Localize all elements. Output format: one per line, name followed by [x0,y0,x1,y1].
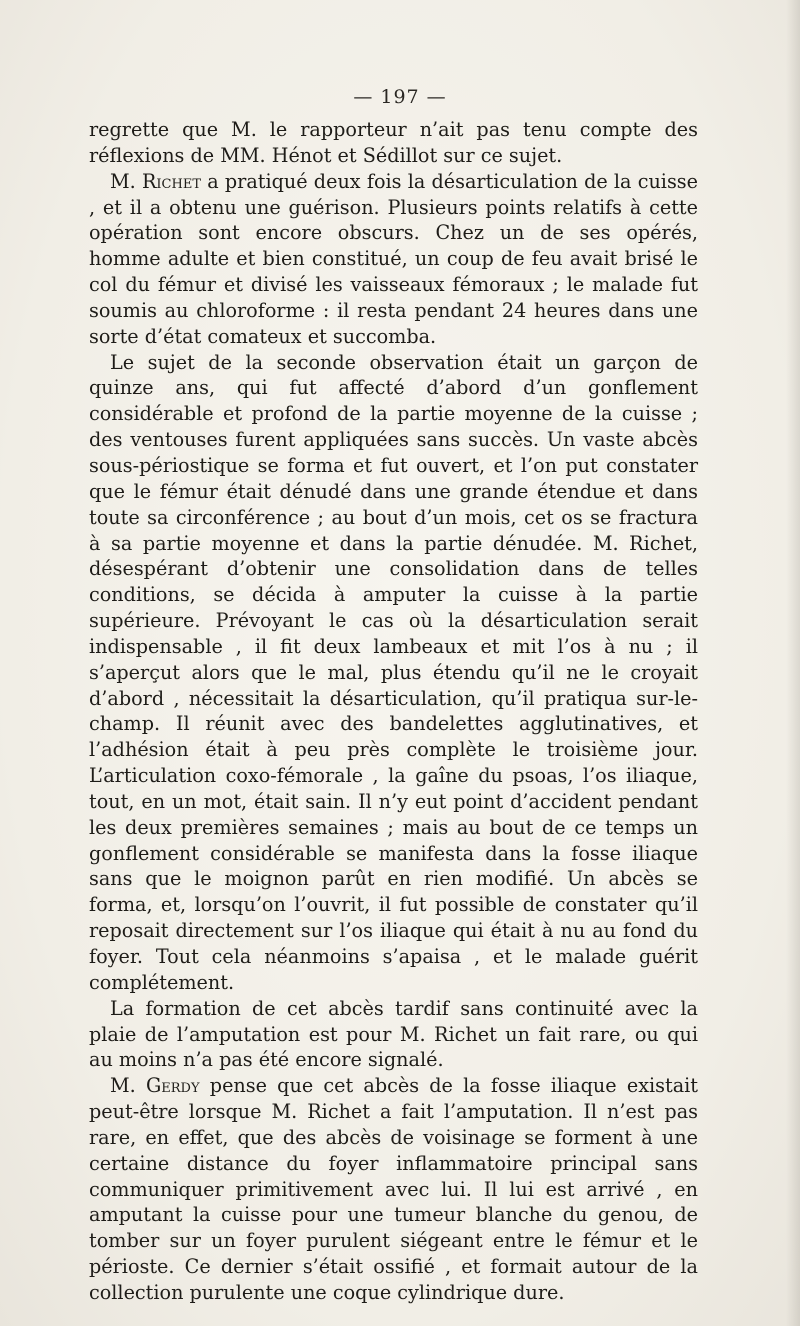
paragraph-richet-intro [89,169,698,350]
author-name-richet: Richet [141,169,201,193]
paragraph-abscess-formation [89,996,698,1074]
paragraph-gerdy [89,1073,698,1306]
paragraph-text: La formation de cet abcès tardif sans continuité avec la plaie de l’amputation est pour M. Richet un fait rare, ou qui au moins n’a pas été encore signalé. [89,996,698,1072]
paragraph-text: M. [110,1074,146,1098]
page-number: — 197 — [353,86,447,108]
page-edge-shadow [786,0,800,1326]
author-name-gerdy: Gerdy [145,1074,200,1098]
paragraph-continuation [89,117,698,169]
paragraph-text: regrette que M. le rapporteur n’ait pas tenu compte des réflexions de MM. Hénot et Sédillot sur ce sujet. [89,118,698,167]
paragraph-second-observation [89,350,698,996]
paragraph-text: M. [110,169,142,193]
page-body-text [89,117,698,1306]
paragraph-text: a pratiqué deux fois la désarticulation de la cuisse , et il a obtenu une guérison. Plusieurs points relatifs à cette opération sont encore obscurs. Chez un de ses opérés, homme adulte et bien constitué, un coup de feu avait brisé le col du fémur et divisé les vaisseaux fémoraux ; le malade fut soumis au chloroforme : il resta pendant 24 heures dans une sorte d’état comateux et succomba. [89,169,698,348]
paragraph-text: pense que cet abcès de la fosse iliaque existait peut-être lorsque M. Richet a fait l’amputation. Il n’est pas rare, en effet, que des abcès de voisinage se forment à une certaine distance du foyer inflammatoire principal sans communiquer primitivement avec lui. Il lui est arrivé , en amputant la cuisse pour une tumeur blanche du genou, de tomber sur un foyer purulent siégeant entre le fémur et le périoste. Ce dernier s’était ossifié , et formait autour de la collection purulente une coque cylindrique dure. [89,1074,698,1304]
paragraph-text: Le sujet de la seconde observation était un garçon de quinze ans, qui fut affecté d’abord d’un gonflement considérable et profond de la partie moyenne de la cuisse ; des ventouses furent appliquées sans succès. Un vaste abcès sous-périostique se forma et fut ouvert, et l’on put constater que le fémur était dénudé dans une grande étendue et dans toute sa circonférence ; au bout d’un mois, cet os se fractura à sa partie moyenne et dans la partie dénudée. M. Richet, désespérant d’obtenir une consolidation dans de telles conditions, se décida à amputer la cuisse à la partie supérieure. Prévoyant le cas où la désarticulation serait indispensable , il fit deux lambeaux et mit l’os à nu ; il s’aperçut alors que le mal, plus étendu qu’il ne le croyait d’abord , nécessitait la désarticulation, qu’il pratiqua sur-le-champ. Il réunit avec des bandelettes agglutinatives, et l’adhésion était à peu près complète le troisième jour. L’articulation coxo-fémorale , la gaîne du psoas, l’os iliaque, tout, en un mot, était sain. Il n’y eut point d’accident pendant les deux premières semaines ; mais au bout de ce temps un gonflement considérable se manifesta dans la fosse iliaque sans que le moignon parût en rien modifié. Un abcès se forma, et, lorsqu’on l’ouvrit, il fut possible de constater qu’il reposait directement sur l’os iliaque qui était à nu au fond du foyer. Tout cela néanmoins s’apaisa , et le malade guérit complétement. [89,350,698,994]
